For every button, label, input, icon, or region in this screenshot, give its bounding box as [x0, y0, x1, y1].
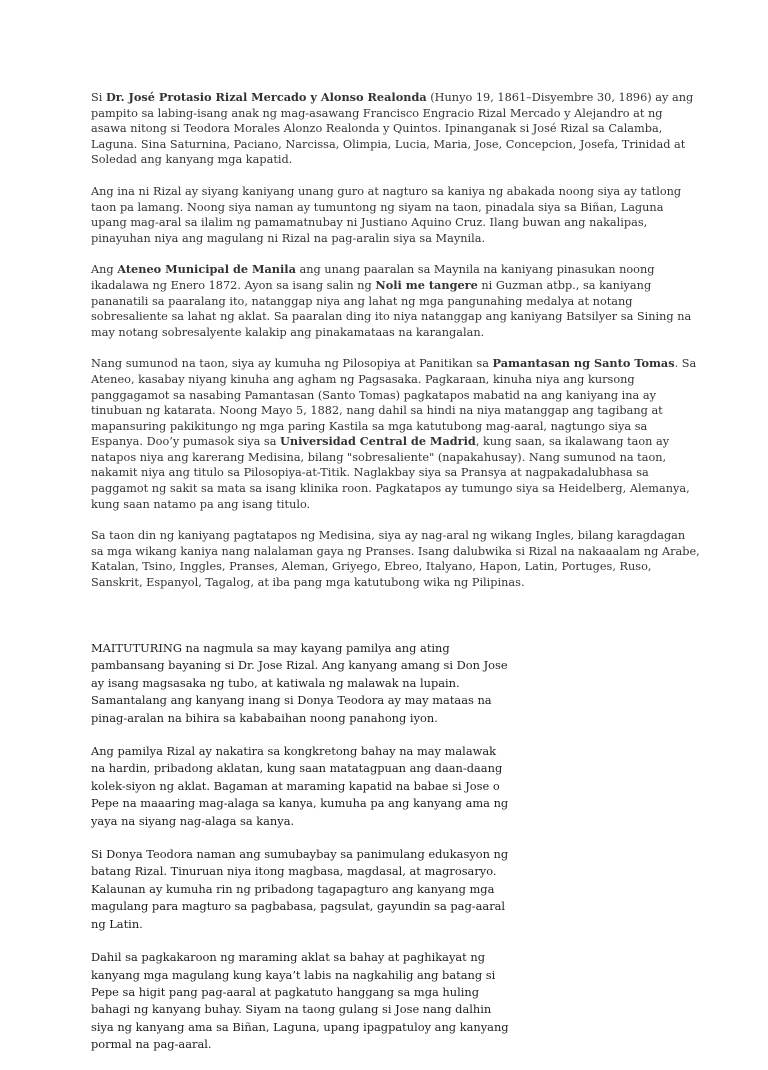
noli-title: Noli me tangere	[375, 277, 478, 292]
text: , kung saan, sa ikalawang taon ay natapos niya ang karerang Medisina, bilang "sobresaliente" (napakahusay). Nang sumunod na taon, nakamit niya ang titulo sa Pilosopiya-at-Titik. Naglakbay siya sa Pransya at nagpakadalubhasa sa paggamot ng sakit sa mata sa isang klinika roon. Pagkatapos ay tumungo siya sa Heidelberg, Alemanya, kung saan natamo pa ang isang titulo.	[91, 435, 690, 511]
paragraph-family-origin: MAITUTURING na nagmula sa may kayang pamilya ang ating pambansang bayaning si Dr. Jose Rizal. Ang kanyang amang si Don Jose ay isang magsasaka ng tubo, at katiwala ng malawak na lupain. Samantalang ang kanyang inang si Donya Teodora ay may mataas na pinag-aralan na bihira sa kababaihan noong panahong iyon.	[91, 641, 508, 725]
text: Nang sumunod na taon, siya ay kumuha ng Pilosopiya at Panitikan sa	[91, 357, 493, 371]
paragraph-early-education: Ang ina ni Rizal ay siyang kaniyang unang guro at nagturo sa kaniya ng abakada noong siya ay tatlong taon pa lamang. Noong siya naman ay tumuntong ng siyam na taon, pinadala siya sa Biñan, Laguna upang mag-aral sa ilalim ng pamamatnubay ni Justiano Aquino Cruz. Ilang buwan ang nakalipas, pinayuhan niya ang magulang ni Rizal na pag-aralin siya sa Maynila.	[91, 184, 682, 245]
madrid-university-name: Universidad Central de Madrid	[280, 434, 476, 449]
text: (Hunyo 19, 1861–Disyembre 30, 1896) ay ang pampito sa labing-isang anak ng mag-asawang Francisco Engracio Rizal Mercado y Alejandro at ng asawa nitong si Teodora Morales Alonzo Realonda y Quintos. Ipinanganak si José Rizal sa Calamba, Laguna. Sina Saturnina, Paciano, Narcissa, Olimpia, Lucia, Maria, Jose, Concepcion, Josefa, Trinidad at Soledad ang kanyang mga kapatid.	[91, 91, 694, 167]
paragraph-ateneo	[91, 262, 701, 340]
paragraph-mother-teaching: Si Donya Teodora naman ang sumubaybay sa panimulang edukasyon ng batang Rizal. Tinuruan niya itong magbasa, magdasal, at magrosaryo. Kalaunan ay kumuha rin ng pribadong tagapagturo ang kanyang mga magulang para magturo sa pagbabasa, pagsulat, gayundin sa pag-aaral ng Latin.	[91, 847, 509, 931]
paragraph-languages: Sa taon din ng kaniyang pagtatapos ng Medisina, siya ay nag-aral ng wikang Ingles, bilang karagdagan sa mga wikang kaniya nang nalalaman gaya ng Pranses. Isang dalubwika si Rizal na nakaaalam ng Arabe, Katalan, Tsino, Inggles, Pranses, Aleman, Griyego, Ebreo, Italyano, Hapon, Latin, Portuges, Ruso, Sanskrit, Espanyol, Tagalog, at iba pang mga katutubong wika ng Pilipinas.	[91, 529, 700, 590]
text: . Sa Ateneo, kasabay niyang kinuha ang agham ng Pagsasaka. Pagkaraan, kinuha niya ang kursong panggagamot sa nasabing Pamantasan (Santo Tomas) pagkatapos mabatid na ang kaniyang ina ay tinubuan ng katarata. Noong Mayo 5, 1882, nang dahil sa hindi na niya matanggap ang tagibang at mapansuring pakikitungo ng mga paring Kastila sa mga katutubong mag-aaral, nagtungo siya sa Espanya. Doo’y pumasok siya sa	[91, 357, 697, 449]
paragraph-university	[91, 356, 701, 512]
ust-name: Pamantasan ng Santo Tomas	[492, 356, 675, 371]
ateneo-name: Ateneo Municipal de Manila	[117, 262, 296, 277]
text: ni Guzman atbp., sa kaniyang pananatili sa paaralang ito, natanggap niya ang lahat ng mga pangunahing medalya at notang sobresaliente sa lahat ng aklat. Sa paaralan ding ito niya natanggap ang kaniyang Batsilyer sa Sining na may notang sobresalyente kalakip ang pinakamataas na karangalan.	[91, 278, 692, 339]
paragraph-family-home: Ang pamilya Rizal ay nakatira sa kongkretong bahay na may malawak na hardin, pribadong aklatan, kung saan matatagpuan ang daan-daang kolek-siyon ng aklat. Bagaman at maraming kapatid na babae si Jose o Pepe na maaaring mag-alaga sa kanya, kumuha pa ang kanyang ama ng yaya na siyang nag-alaga sa kanya.	[91, 744, 509, 828]
paragraph-love-of-learning: Dahil sa pagkakaroon ng maraming aklat sa bahay at paghikayat ng kanyang mga magulang kung kaya’t labis na nagkahilig ang batang si Pepe sa higit pang pag-aaral at pagkatuto hanggang sa mga huling bahagi ng kanyang buhay. Siyam na taong gulang si Jose nang dalhin siya ng kanyang ama sa Biñan, Laguna, upang ipagpatuloy ang kanyang pormal na pag-aaral.	[91, 950, 509, 1052]
text: Si	[91, 91, 106, 104]
text: ang unang paaralan sa Maynila na kaniyang pinasukan noong ikadalawa ng Enero 1872. Ayon sa isang salin ng	[91, 263, 655, 292]
paragraph-birth	[91, 90, 701, 168]
rizal-full-name: Dr. José Protasio Rizal Mercado y Alonso Realonda	[105, 90, 427, 104]
family-section	[91, 640, 511, 1070]
biography-section	[91, 90, 701, 607]
text: Ang	[91, 263, 118, 277]
